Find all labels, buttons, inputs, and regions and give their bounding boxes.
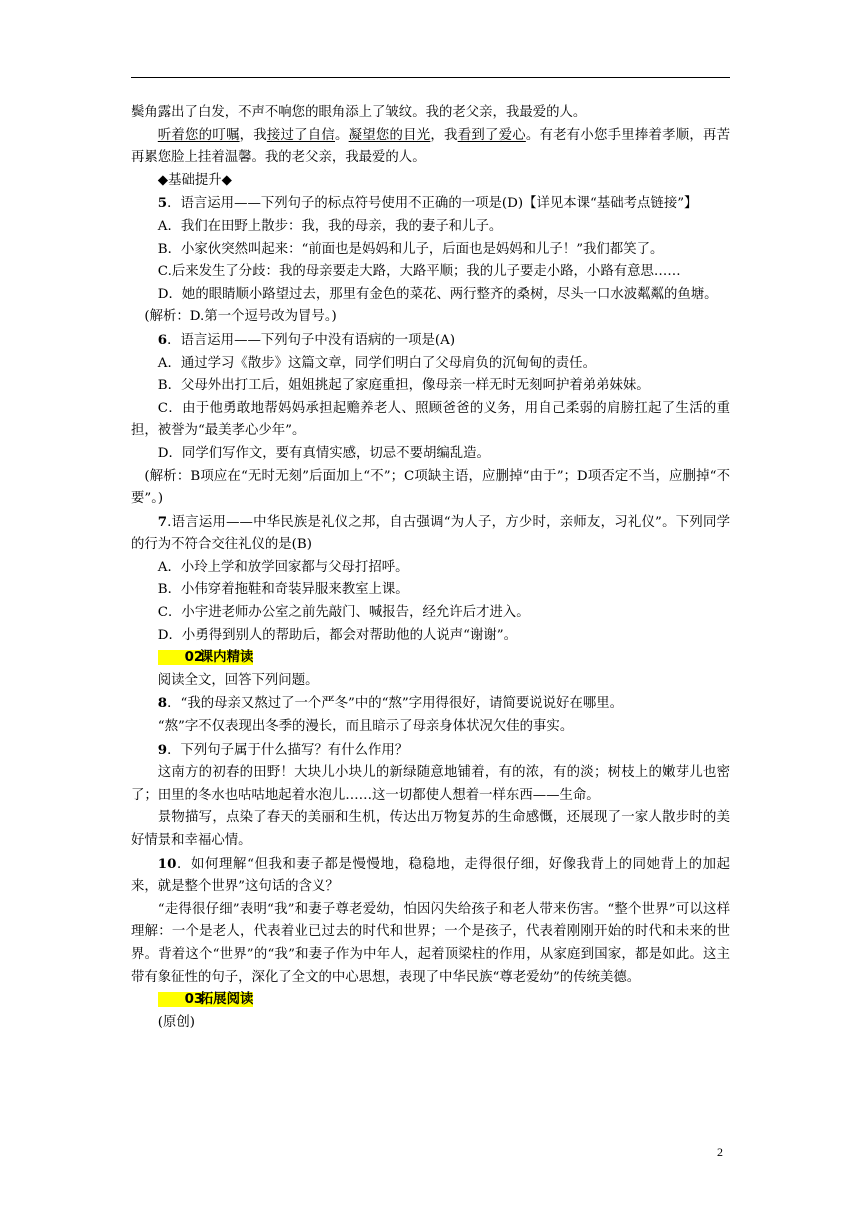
option-7b: B．小伟穿着拖鞋和奇装异服来教室上课。 [157, 582, 409, 598]
underlined-phrase: 看到了爱心 [457, 127, 526, 143]
option-5b: B．小家伙突然叫起来：“前面也是妈妈和儿子，后面也是妈妈和儿子！”我们都笑了。 [157, 241, 664, 257]
question-text: ．语言运用——下列句子中没有语病的一项是(A) [167, 332, 456, 348]
question-number: 8 [157, 695, 168, 712]
section-03-heading [131, 989, 730, 1012]
question-9 [131, 739, 730, 763]
question-5 [131, 192, 730, 216]
question-number: 9 [157, 741, 168, 758]
answer-8: “熬”字不仅表现出冬季的漫长，而且暗示了母亲身体状况欠佳的事实。 [157, 719, 574, 735]
original-note: (原创) [157, 1014, 196, 1030]
answer-9: 景物描写，点染了春天的美丽和生机，传达出万物复苏的生命感慨，还展现了一家人散步时的美好情景和幸福心情。 [131, 810, 730, 848]
answer-10: “走得很仔细”表明“我”和妻子尊老爱幼，怕因闪失给孩子和老人带来伤害。“整个世界”可以这样理解：一个是老人，代表着业已过去的时代和世界；一个是孩子，代表着刚刚开始的时代和未来的世界。背着这个“世界”的“我”和妻子作为中年人，起着顶梁柱的作用，从家庭到国家，都是如此。这主带有象征性的句子，深化了全文的中心思想，表现了中华民族“尊老爱幼”的传统美德。 [131, 901, 730, 985]
page-number: 2 [717, 1145, 723, 1159]
question-number: 10 [157, 855, 177, 872]
option-5a: A．我们在田野上散步：我，我的母亲，我的妻子和儿子。 [157, 218, 503, 234]
text-span: ，我 [430, 127, 458, 143]
question-6 [131, 329, 730, 353]
explanation-5: (解析：D.第一个逗号改为冒号。) [144, 309, 337, 325]
question-8 [131, 692, 730, 716]
question-10 [131, 853, 730, 899]
option-7d: D．小勇得到别人的帮助后，都会对帮助他的人说声“谢谢”。 [157, 627, 517, 643]
section-basic-heading: ◆基础提升◆ [157, 172, 232, 188]
option-5d: D．她的眼睛顺小路望过去，那里有金色的菜花、两行整齐的桑树，尽头一口水波粼粼的鱼塘。 [157, 286, 718, 302]
question-7 [131, 511, 730, 557]
section-title: 课内精读 [199, 650, 254, 666]
option-5c: C.后来发生了分歧：我的母亲要走大路，大路平顺；我的儿子要走小路，小路有意思…… [157, 264, 681, 280]
section-label [158, 650, 254, 665]
section-title: 拓展阅读 [199, 992, 254, 1008]
poem-line-1: 鬓角露出了白发，不声不响您的眼角添上了皱纹。我的老父亲，我最爱的人。 [131, 105, 587, 120]
text-span: 。 [335, 127, 349, 143]
question-number: 5 [157, 195, 168, 212]
question-text: ．如何理解“但我和妻子都是慢慢地，稳稳地，走得很仔细，好像我背上的同她背上的加起来，就是整个世界”这句话的含义？ [131, 856, 730, 895]
section-number: 02 [184, 650, 204, 666]
page-content [131, 102, 730, 1034]
underlined-phrase: 接过了自信 [266, 127, 335, 143]
section-02-heading [131, 647, 730, 670]
option-6a: A．通过学习《散步》这篇文章，同学们明白了父母肩负的沉甸甸的责任。 [157, 355, 596, 371]
read-instruction: 阅读全文，回答下列问题。 [157, 672, 319, 688]
text-span: 。有老有小您手里捧着孝顺，再苦再累您脸上挂着温馨。我的老父亲，我最爱的人。 [131, 127, 731, 166]
option-6d: D．同学们写作文，要有真情实感，切忌不要胡编乱造。 [157, 445, 490, 461]
option-7a: A．小玲上学和放学回家都与父母打招呼。 [157, 559, 409, 575]
option-6c: C．由于他勇敢地帮妈妈承担起赡养老人、照顾爸爸的义务，用自己柔弱的肩膀扛起了生活的重担，被誉为“最美孝心少年”。 [131, 400, 730, 439]
question-text: ．下列句子属于什么描写？有什么作用？ [167, 742, 409, 758]
question-number: 6 [157, 331, 168, 348]
section-number: 03 [184, 992, 204, 1008]
question-text: .语言运用——中华民族是礼仪之邦，自古强调“为人子，方少时，亲师友，习礼仪”。下列同学的行为不符合交往礼仪的是(B) [131, 514, 730, 553]
header-rule [131, 77, 730, 78]
quote-9: 这南方的初春的田野！大块儿小块儿的新绿随意地铺着，有的浓，有的淡；树枝上的嫩芽儿也密了；田里的冬水也咕咕地起着水泡儿……这一切都使人想着一样东西——生命。 [131, 765, 730, 803]
option-7c: C．小宇进老师办公室之前先敲门、喊报告，经允许后才进入。 [157, 605, 530, 621]
question-text: ．“我的母亲又熬过了一个严冬”中的“熬”字用得很好，请简要说说好在哪里。 [167, 696, 624, 712]
question-text: ．语言运用——下列句子的标点符号使用不正确的一项是(D)【详见本课“基础考点链接”】 [167, 196, 698, 212]
option-6b: B．父母外出打工后，姐姐挑起了家庭重担，像母亲一样无时无刻呵护着弟弟妹妹。 [157, 378, 650, 394]
poem-line-2 [131, 125, 730, 170]
text-span: ，我 [239, 127, 267, 143]
question-number: 7 [157, 513, 168, 530]
section-label [158, 992, 254, 1007]
explanation-6: (解析：B项应在“无时无刻”后面加上“不”；C项缺主语，应删掉“由于”；D项否定不当，应删掉“不要”。) [131, 468, 730, 507]
underlined-phrase: 听着您的叮嘱 [157, 127, 240, 143]
underlined-phrase: 凝望您的目光 [348, 127, 431, 143]
